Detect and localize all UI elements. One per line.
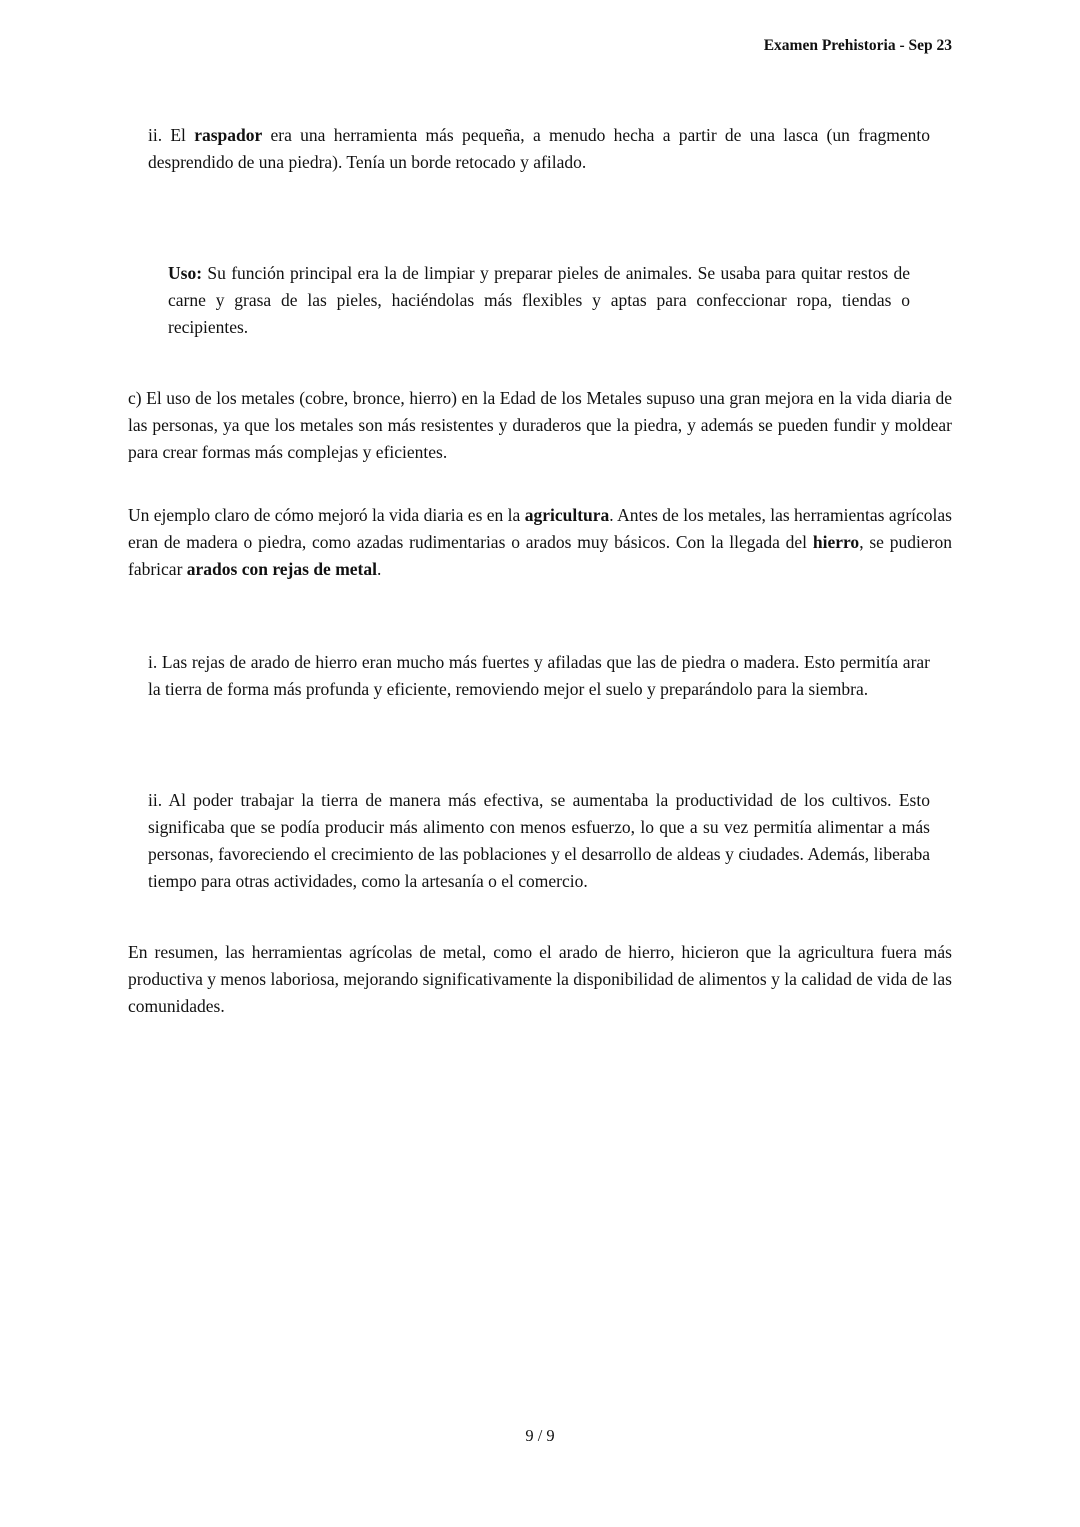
paragraph-text-run: Su función principal era la de limpiar y preparar pieles de animales. Se usaba para quitar restos de carne y grasa de las pieles, haciéndolas más flexibles y aptas para confeccionar ropa, tiendas o recipientes. (168, 263, 910, 337)
page-number: 9 / 9 (525, 1426, 555, 1445)
paragraph (148, 649, 930, 703)
paragraph-text-run: era una herramienta más pequeña, a menudo hecha a partir de una lasca (un fragmento desprendido de una piedra). Tenía un borde retocado y afilado. (148, 125, 931, 172)
paragraph-text-run: . (376, 559, 382, 579)
paragraph (128, 939, 952, 1020)
paragraph-text-run: En resumen, las herramientas agrícolas de metal, como el arado de hierro, hicieron que la agricultura fuera más productiva y menos laboriosa, mejorando significativamente la disponibilidad de alimentos y la calidad de vida de las comunidades. (128, 942, 952, 1016)
paragraph (168, 260, 910, 341)
paragraph-bold-run: raspador (194, 125, 263, 145)
paragraph (128, 385, 952, 466)
paragraph-text-run: ii. Al poder trabajar la tierra de manera más efectiva, se aumentaba la productividad de los cultivos. Esto significaba que se podía producir más alimento con menos esfuerzo, lo que a su vez permitía alimentar a más personas, favoreciendo el crecimiento de las poblaciones y el desarrollo de aldeas y ciudades. Además, liberaba tiempo para otras actividades, como la artesanía o el comercio. (148, 790, 930, 891)
paragraph-bold-run: hierro (812, 532, 860, 552)
header-title: Examen Prehistoria - Sep 23 (763, 37, 952, 54)
paragraph-bold-run: arados con rejas de metal (186, 559, 377, 579)
paragraph (128, 502, 952, 583)
paragraph (148, 787, 930, 895)
paragraph-text-run: i. Las rejas de arado de hierro eran mucho más fuertes y afiladas que las de piedra o madera. Esto permitía arar la tierra de forma más profunda y eficiente, removiendo mejor el suelo y preparándolo para la siembra. (148, 652, 930, 699)
paragraph-text-run: Un ejemplo claro de cómo mejoró la vida diaria es en la (128, 505, 525, 525)
paragraph-bold-run: Uso: (168, 263, 203, 283)
paragraph (148, 122, 930, 176)
paragraph-text-run: ii. El (148, 125, 195, 145)
paragraph-text-run: . Antes de los metales, las herramientas agrícolas eran de madera o piedra, como azadas rudimentarias o arados muy básicos. Con la llegada del (128, 505, 952, 552)
page-header (128, 36, 952, 56)
paragraph-text-run: , se pudieron fabricar (128, 532, 952, 579)
paragraph-bold-run: agricultura (524, 505, 610, 525)
document-body (128, 122, 952, 1020)
page-footer (0, 1426, 1080, 1446)
paragraph-text-run: c) El uso de los metales (cobre, bronce, hierro) en la Edad de los Metales supuso una gran mejora en la vida diaria de las personas, ya que los metales son más resistentes y duraderos que la piedra, y además se pueden fundir y moldear para crear formas más complejas y eficientes. (128, 388, 952, 462)
